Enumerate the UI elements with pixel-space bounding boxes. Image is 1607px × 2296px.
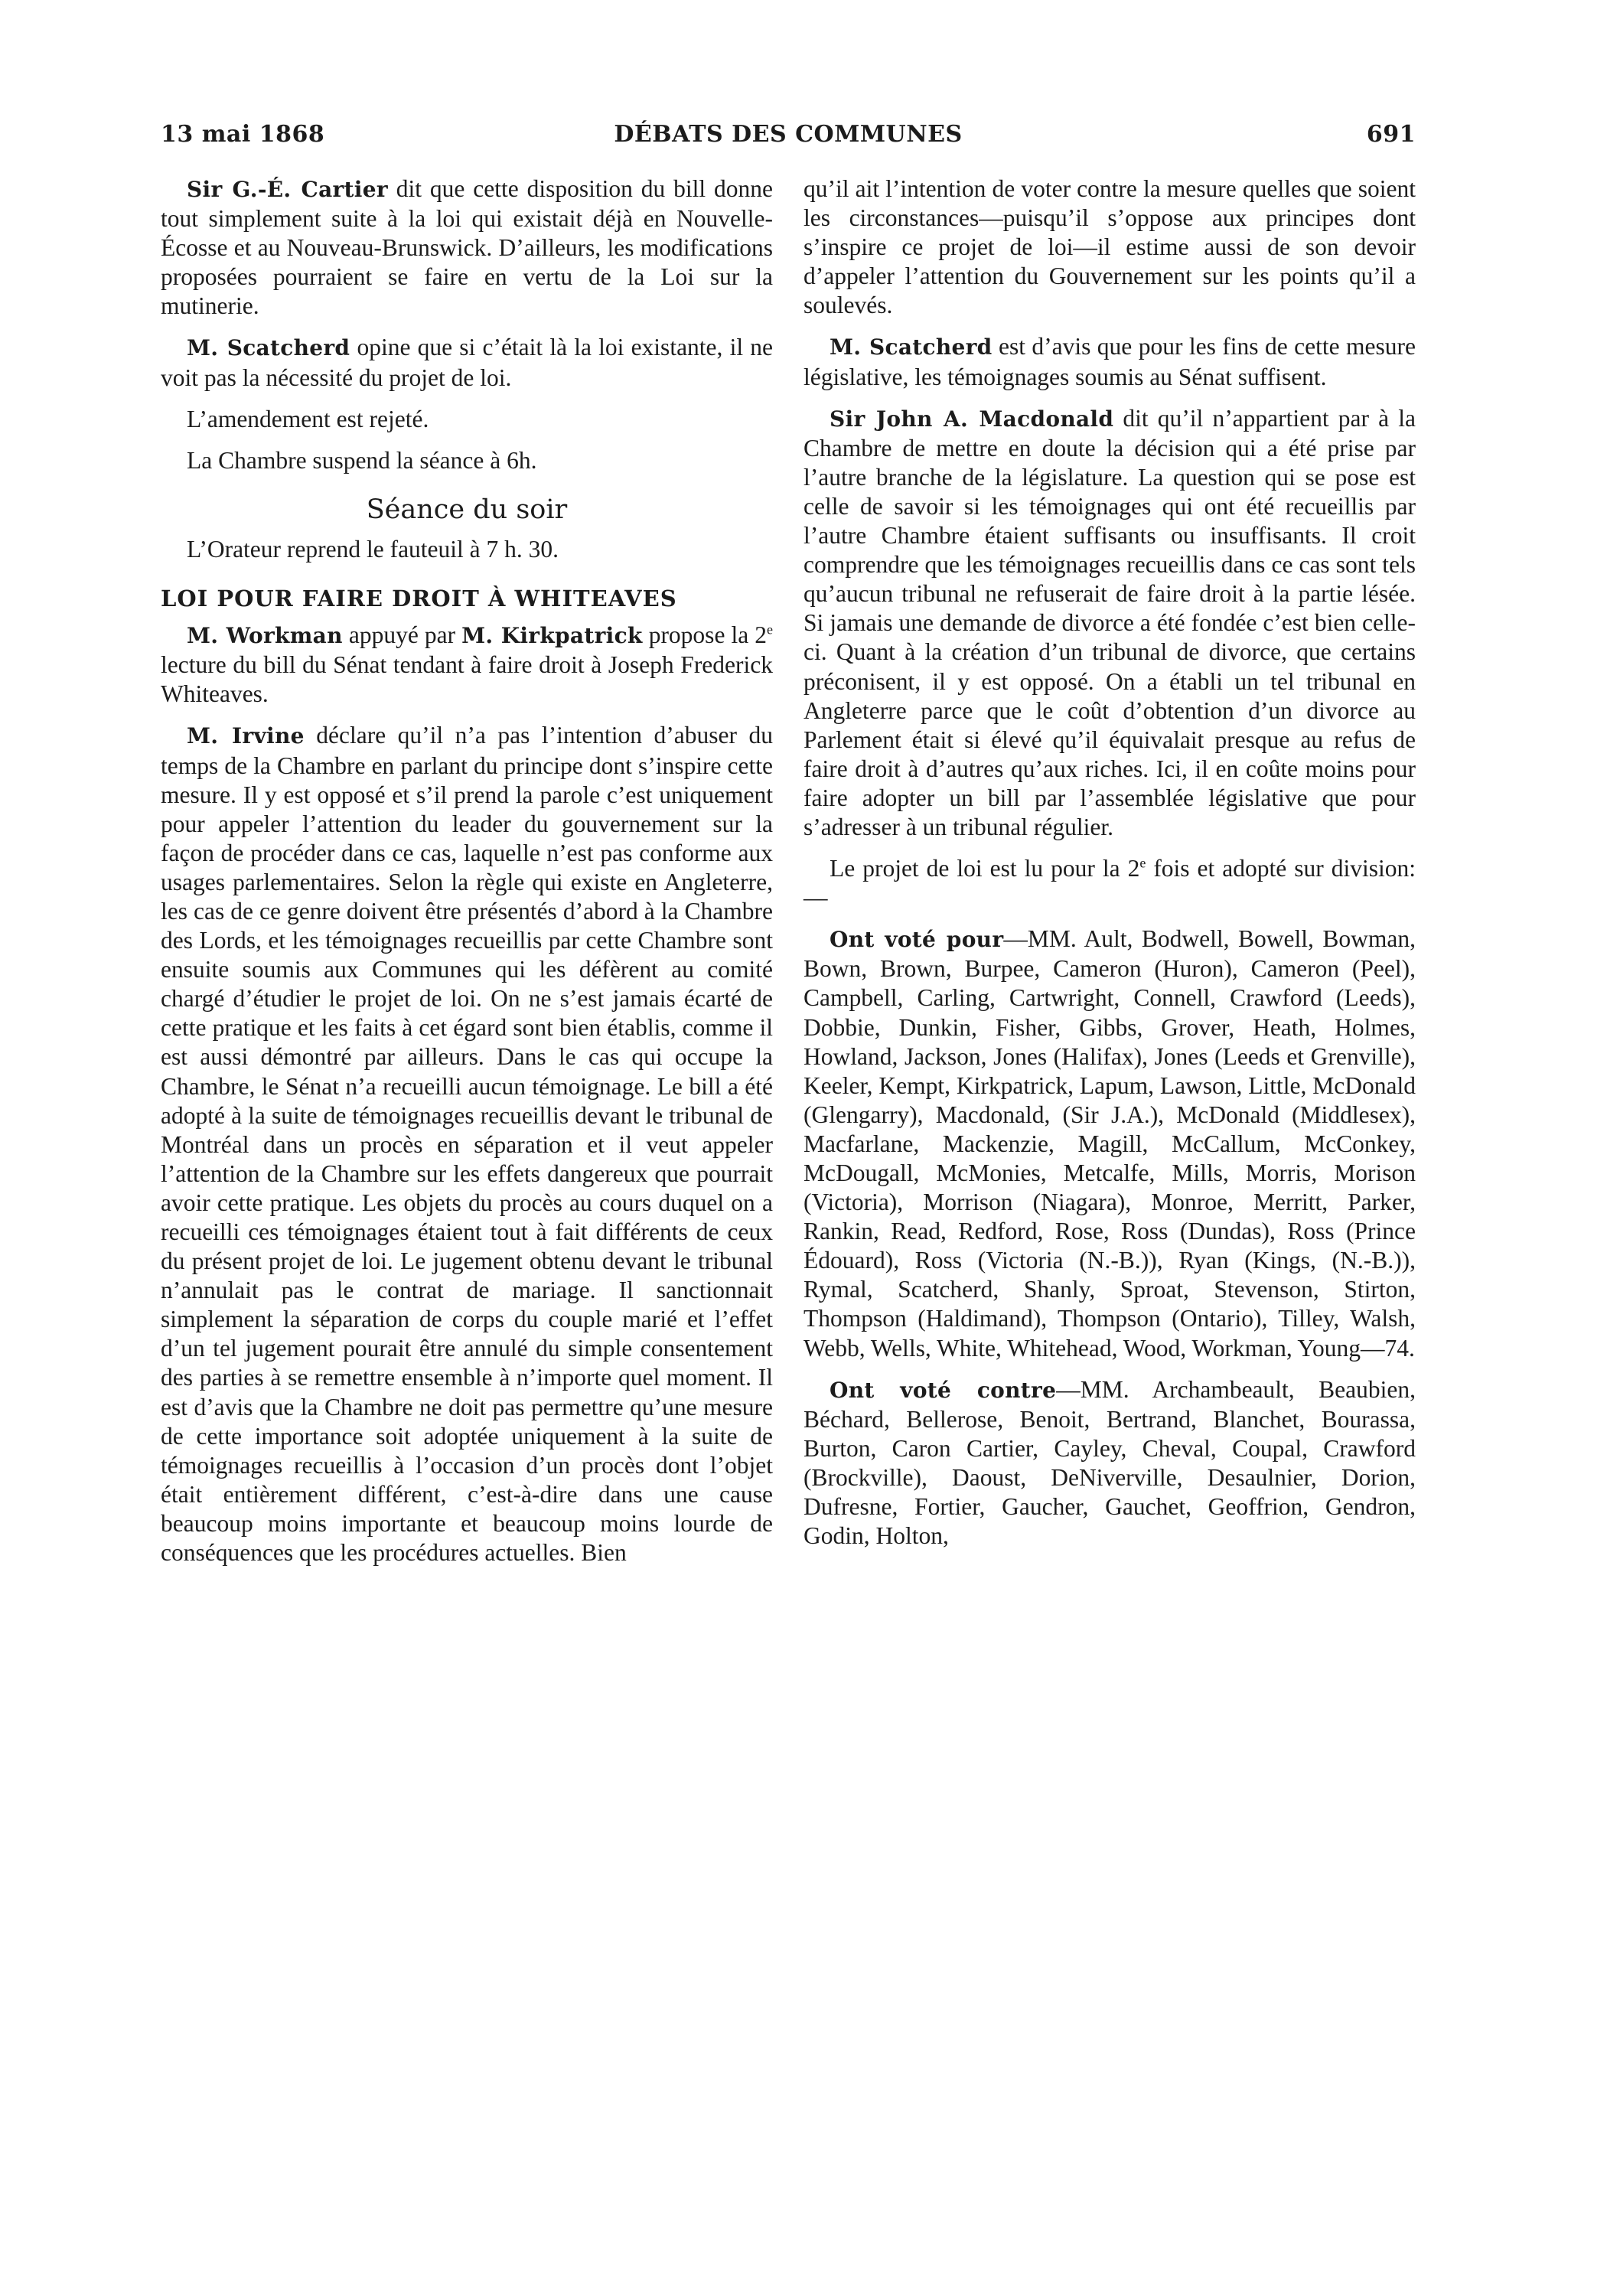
- paragraph-amendment: L’amendement est rejeté.: [187, 405, 429, 432]
- paragraph-text: propose la 2: [642, 621, 768, 649]
- header-title: DÉBATS DES COMMUNES: [614, 121, 963, 148]
- paragraph-text: dit qu’il n’appartient par à la Chambre de mettre en doute la décision qui a été prise par l’autre branche de la législature. La question qui se pose est celle de savoir si les témoignages qui ont été recueillis par l’autre Chambre étaient suffisants ou insuffisants. Il croit comprendre que les témoignages recueillis dans ce cas sont tels qu’aucun tribunal ne refuserait de faire droit à la partie lésée. Si jamais une demande de divorce a été fondée c’est bien celle-ci. Quant à la création d’un tribunal de divorce, que certains préconisent, il y est opposé. On a établi un tel tribunal en Angleterre parce que le coût d’obtention d’un divorce au Parlement était si élevé qu’il équivalait presque au refus de faire droit à d’autres qu’aux riches. Ici, il en coûte moins pour faire adopter un bill par l’assemblée législative que pour s’adresser à un tribunal régulier.: [804, 404, 1416, 840]
- paragraph-text: lecture du bill du Sénat tendant à faire droit à Joseph Frederick Whiteaves.: [161, 651, 773, 708]
- section-title: Séance du soir: [366, 494, 568, 525]
- right-column: [804, 174, 1416, 1563]
- vote-list: —MM. Ault, Bodwell, Bowell, Bowman, Bown, Brown, Burpee, Cameron (Huron), Cameron (Peel), Campbell, Carling, Cartwright, Connell, Crawford (Leeds), Dobbie, Dunkin, Fisher, Gibbs, Grover, Heath, Holmes, Howland, Jackson, Jones (Halifax), Jones (Leeds et Grenville), Keeler, Kempt, Kirkpatrick, Lapum, Lawson, Little, McDonald (Glengarry), Macdonald, (Sir J.A.), McDonald (Middlesex), Macfarlane, Mackenzie, Magill, McCallum, McConkey, McDougall, McMonies, Metcalfe, Mills, Morris, Morison (Victoria), Morrison (Niagara), Monroe, Merritt, Parker, Rankin, Read, Redford, Rose, Ross (Dundas), Ross (Prince Édouard), Ross (Victoria (N.-B.)), Ryan (Kings, (N.-B.)), Rymal, Scatcherd, Shanly, Sproat, Stevenson, Stirton, Thompson (Haldimand), Thompson (Ontario), Tilley, Walsh, Webb, Wells, White, Whitehead, Wood, Workman, Young—74.: [804, 925, 1416, 1362]
- page-header: [161, 121, 1416, 159]
- superscript: e: [1139, 855, 1146, 871]
- paragraph-workman: [161, 621, 773, 709]
- paragraph-text: dit que cette disposition du bill donne tout simplement suite à la loi qui existait déjà en Nouvelle-Écosse et au Nouveau-Brunswick. D’ailleurs, les modifications proposées pourraient se faire en vertu de la Loi sur la mutinerie.: [161, 175, 773, 320]
- speaker-name: M. Scatcherd: [830, 334, 993, 360]
- vote-label: Ont voté contre: [830, 1377, 1057, 1403]
- paragraph-scatcherd: [161, 333, 773, 392]
- speaker-name: M. Scatcherd: [187, 335, 350, 361]
- speaker-name: M. Workman: [187, 623, 343, 649]
- paragraph-continuation: qu’il ait l’intention de voter contre la mesure quelles que soient les circonstances—puisqu’il s’oppose aux principes dont s’inspire ce projet de loi—il estime aussi de son devoir d’appeler l’attention du Gouvernement sur les points qu’il a soulevés.: [804, 175, 1416, 319]
- paragraph-cartier: [161, 174, 773, 321]
- speaker-name: M. Kirkpatrick: [461, 623, 643, 649]
- bill-heading: LOI POUR FAIRE DROIT À WHITEAVES: [161, 585, 677, 612]
- paragraph-text: Le projet de loi est lu pour la 2: [830, 855, 1140, 882]
- header-date: 13 mai 1868: [161, 121, 325, 148]
- paragraph-text: fois et adopté sur division:—: [804, 855, 1416, 912]
- paragraph-votes-for: [804, 925, 1416, 1362]
- paragraph-votes-against: [804, 1375, 1416, 1551]
- vote-list: —MM. Archambeault, Beaubien, Béchard, Bellerose, Benoit, Bertrand, Blanchet, Bourassa, Burton, Caron Cartier, Cayley, Cheval, Coupal, Crawford (Brockville), Daoust, DeNiverville, Desaulnier, Dorion, Dufresne, Fortier, Gaucher, Gauchet, Geoffrion, Gendron, Godin, Holton,: [804, 1375, 1416, 1550]
- left-column: [161, 174, 773, 1580]
- paragraph-scatcherd-2: [804, 332, 1416, 391]
- superscript: e: [767, 621, 774, 638]
- page-number: 691: [1366, 121, 1416, 148]
- speaker-name: Sir G.-É. Cartier: [187, 177, 388, 202]
- paragraph-irvine: [161, 721, 773, 1567]
- speaker-name: Sir John A. Macdonald: [830, 406, 1114, 432]
- paragraph-macdonald: [804, 404, 1416, 842]
- speaker-name: M. Irvine: [187, 723, 305, 749]
- paragraph-second-reading: [804, 854, 1416, 912]
- paragraph-orateur: L’Orateur reprend le fauteuil à 7 h. 30.: [187, 535, 559, 563]
- paragraph-text: appuyé par: [342, 621, 462, 649]
- vote-label: Ont voté pour: [830, 927, 1004, 953]
- paragraph-text: déclare qu’il n’a pas l’intention d’abuser du temps de la Chambre en parlant du principe dont s’inspire cette mesure. Il y est opposé et s’il prend la parole c’est uniquement pour appeler l’attention du leader du gouvernement sur la façon de procéder dans ce cas, laquelle n’est pas conforme aux usages parlementaires. Selon la règle qui existe en Angleterre, les cas de ce genre doivent être présentés d’abord à la Chambre des Lords, et les témoignages recueillis par cette Chambre sont ensuite soumis aux Communes qui les défèrent au comité chargé d’étudier le projet de loi. On ne s’est jamais écarté de cette pratique et les faits à cet égard sont bien établis, comme il est aussi démontré par ailleurs. Dans le cas qui occupe la Chambre, le Sénat n’a recueilli aucun témoignage. Le bill a été adopté à la suite de témoignages recueillis devant le tribunal de Montréal dans un procès en séparation et il veut appeler l’attention de la Chambre sur les effets dangereux que pourrait avoir cette pratique. Les objets du procès au cours duquel on a recueilli ces témoignages étaient tout à fait différents de ceux du présent projet de loi. Le jugement obtenu devant le tribunal n’annulait pas le contrat de mariage. Il sanctionnait simplement la séparation de corps du couple marié et l’effet d’un tel jugement pourait être annulé du simple consentement des parties à se remettre ensemble à n’importe quel moment. Il est d’avis que la Chambre ne doit pas permettre qu’une mesure de cette importance soit adoptée uniquement à la suite de témoignages recueillis à l’occasion d’un procès dont l’objet était entièrement différent, c’est-à-dire dans une cause beaucoup moins importante et beaucoup moins lourde de conséquences que les procédures actuelles. Bien: [161, 722, 773, 1567]
- paragraph-text: opine que si c’était là la loi existante, il ne voit pas la nécessité du projet de loi.: [161, 334, 773, 391]
- paragraph-text: est d’avis que pour les fins de cette mesure législative, les témoignages soumis au Sénat suffisent.: [804, 333, 1416, 390]
- paragraph-suspension: La Chambre suspend la séance à 6h.: [187, 446, 537, 474]
